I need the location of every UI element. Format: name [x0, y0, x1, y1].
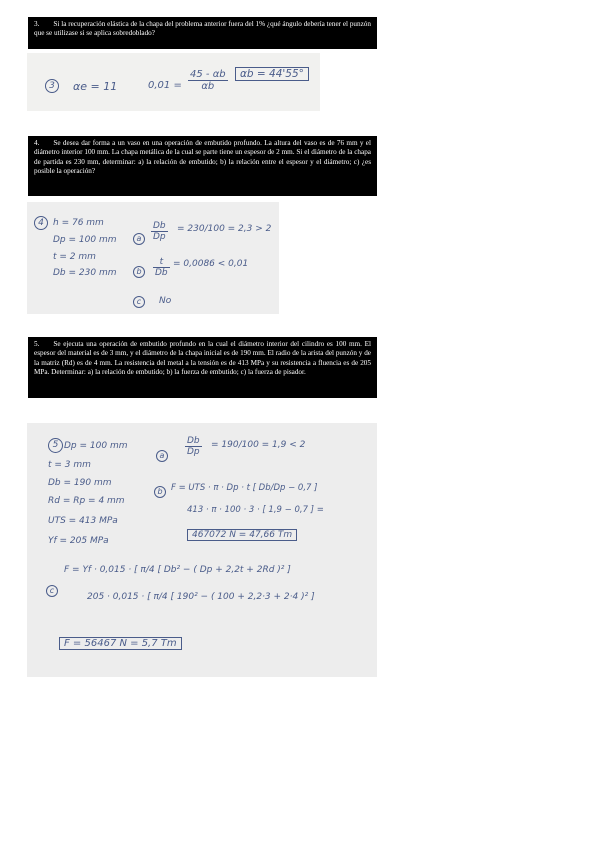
fraction-4a [151, 221, 168, 242]
data-uts: UTS = 413 MPa [48, 516, 118, 526]
question-3-box [28, 17, 377, 49]
circled-c: c [133, 296, 145, 308]
result-5a: = 190/100 = 1,9 < 2 [211, 440, 306, 450]
answer-5c-boxed: F = 56467 N = 5,7 Tm [59, 637, 182, 650]
formula-5b-line2: 413 · π · 100 · 3 · [ 1,9 − 0,7 ] = [187, 505, 324, 515]
circled-a: a [133, 233, 145, 245]
question-5-number: 5. [34, 340, 40, 348]
formula-5b-line1: F = UTS · π · Dp · t [ Db/Dp − 0,7 ] [171, 483, 318, 493]
question-4-box [28, 136, 377, 196]
circled-number-4: 4 [34, 216, 48, 230]
fraction-5a-numerator: Db [187, 436, 200, 446]
result-4c: No [159, 296, 172, 306]
data-db: Db = 230 mm [53, 268, 117, 278]
answer-3-boxed: αb = 44'55° [235, 67, 309, 81]
data-db: Db = 190 mm [48, 478, 112, 488]
photo-answer-3 [27, 53, 320, 111]
circled-a: a [156, 450, 168, 462]
circled-number-5: 5 [48, 438, 63, 453]
fraction-4a-numerator: Db [153, 221, 166, 231]
circled-c: c [46, 585, 58, 597]
formula-5c-line2: 205 · 0,015 · [ π/4 [ 190² − ( 100 + 2,2·3 + 2·4 )² ] [87, 592, 315, 602]
result-4b: = 0,0086 < 0,01 [173, 259, 249, 269]
fraction-4b [153, 257, 170, 278]
data-rd-rp: Rd = Rp = 4 mm [48, 496, 125, 506]
result-4a: = 230/100 = 2,3 > 2 [177, 224, 272, 234]
photo-answer-4 [27, 202, 279, 314]
photo-answer-5 [27, 423, 377, 677]
circled-number-3: 3 [45, 79, 59, 93]
circled-b: b [154, 486, 166, 498]
fraction-4b-denominator: Db [155, 268, 168, 278]
equation-left: 0,01 = [148, 80, 182, 91]
question-4-number: 4. [34, 139, 40, 147]
fraction-3-numerator: 45 - αb [190, 69, 226, 80]
data-t: t = 3 mm [48, 460, 91, 470]
question-3-text: Si la recuperación elástica de la chapa del problema anterior fuera del 1% ¿qué ángulo debería tener el punzón que se utilizase si se aplica sobredoblado? [34, 20, 371, 38]
fraction-4a-denominator: Dp [153, 232, 166, 242]
data-dp: Dp = 100 mm [64, 441, 128, 451]
data-t: t = 2 mm [53, 252, 96, 262]
fraction-5a [185, 436, 202, 457]
alpha-e-value: αe = 11 [73, 80, 118, 93]
data-dp: Dp = 100 mm [53, 235, 117, 245]
circled-b: b [133, 266, 145, 278]
question-3-number: 3. [34, 20, 40, 28]
formula-5c-line1: F = Yf · 0,015 · [ π/4 [ Db² − ( Dp + 2,2t + 2Rd )² ] [64, 565, 291, 575]
question-4-text: Se desea dar forma a un vaso en una operación de embutido profundo. La altura del vaso es de 76 mm y el diámetro interior 100 mm. La chapa metálica de la cual se parte tiene un espesor de 2 mm. Si el diámetro de la chapa de partida es 230 mm, determinar: a) la relación de embutido; b) la relación entre el espesor y el diámetro; c) ¿es posible la operación? [34, 139, 371, 176]
question-5-box [28, 337, 377, 398]
fraction-3-denominator: αb [201, 81, 215, 92]
answer-5b-boxed: 467072 N = 47,66 Tm [187, 529, 297, 541]
question-5-text: Se ejecuta una operación de embutido profundo en la cual el diámetro interior del cilindro es 100 mm. El espesor del material es de 3 mm, y el diámetro de la chapa inicial es de 190 mm. El radio de la arista del punzón y de la matriz (Rd) es de 4 mm. La resistencia del metal a la tensión es de 413 MPa y su resistencia a fluencia es de 205 MPa. Determinar: a) la relación de embutido; b) la fuerza de embutido; c) la fuerza de pisador. [34, 340, 371, 377]
data-yf: Yf = 205 MPa [48, 536, 109, 546]
fraction-3 [188, 69, 228, 92]
fraction-4b-numerator: t [153, 257, 170, 268]
data-h: h = 76 mm [53, 218, 104, 228]
fraction-5a-denominator: Dp [187, 447, 200, 457]
